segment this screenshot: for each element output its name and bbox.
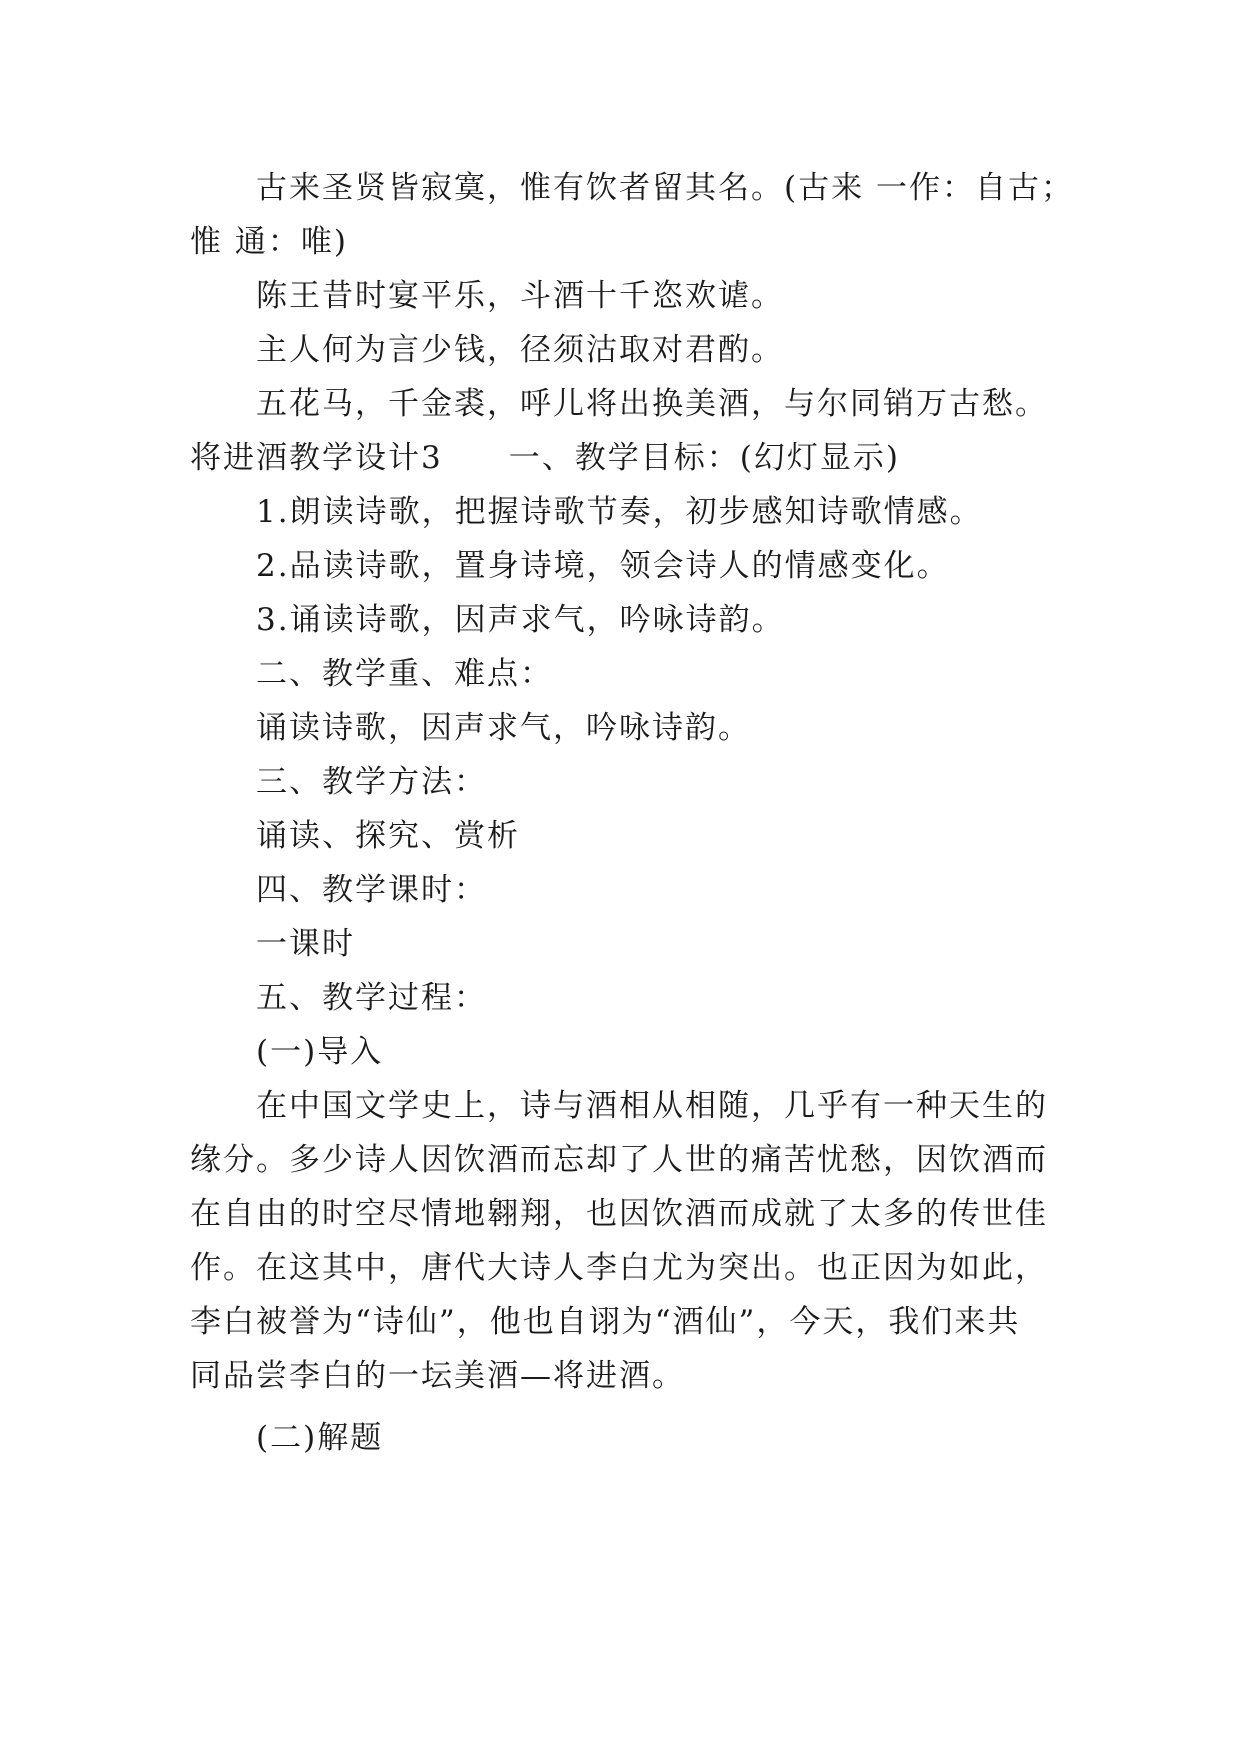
paragraph-line: 缘分。多少诗人因饮酒而忘却了人世的痛苦忧愁，因饮酒而 — [190, 1142, 1048, 1178]
section-heading: 五、教学过程： — [256, 980, 487, 1016]
paragraph-line: 在中国文学史上，诗与酒相从相随，几乎有一种天生的 — [256, 1088, 1048, 1124]
paragraph-line: 诵读、探究、赏析 — [256, 818, 520, 854]
poem-line: 陈王昔时宴平乐，斗酒十千恣欢谑。 — [256, 278, 784, 314]
paragraph-line: 同品尝李白的一坛美酒—将进酒。 — [190, 1358, 685, 1394]
paragraph-line: 在自由的时空尽情地翱翔，也因饮酒而成就了太多的传世佳 — [190, 1196, 1048, 1232]
section-heading: 三、教学方法： — [256, 764, 487, 800]
subsection-heading: (一)导入 — [256, 1034, 384, 1070]
paragraph-line: 李白被誉为“诗仙”，他也自诩为“酒仙”，今天，我们来共 — [190, 1304, 1021, 1340]
objective-item: 1.朗读诗歌，把握诗歌节奏，初步感知诗歌情感。 — [256, 494, 983, 530]
paragraph-line: 作。在这其中，唐代大诗人李白尤为突出。也正因为如此， — [190, 1250, 1048, 1286]
paragraph-line: 一课时 — [256, 926, 355, 962]
section-heading: 二、教学重、难点： — [256, 656, 553, 692]
poem-line: 主人何为言少钱，径须沽取对君酌。 — [256, 332, 784, 368]
section-heading-line: 将进酒教学设计3 一、教学目标：(幻灯显示) — [190, 440, 900, 476]
poem-line: 五花马，千金裘，呼儿将出换美酒，与尔同销万古愁。 — [256, 386, 1048, 422]
paragraph-line: 诵读诗歌，因声求气，吟咏诗韵。 — [256, 710, 751, 746]
subsection-heading: (二)解题 — [256, 1420, 384, 1456]
poem-line: 古来圣贤皆寂寞，惟有饮者留其名。(古来 一作：自古； — [256, 170, 1074, 206]
objective-item: 3.诵读诗歌，因声求气，吟咏诗韵。 — [256, 602, 785, 638]
section-heading: 四、教学课时： — [256, 872, 487, 908]
poem-annotation-line: 惟 通：唯) — [190, 224, 348, 260]
objective-item: 2.品读诗歌，置身诗境，领会诗人的情感变化。 — [256, 548, 950, 584]
